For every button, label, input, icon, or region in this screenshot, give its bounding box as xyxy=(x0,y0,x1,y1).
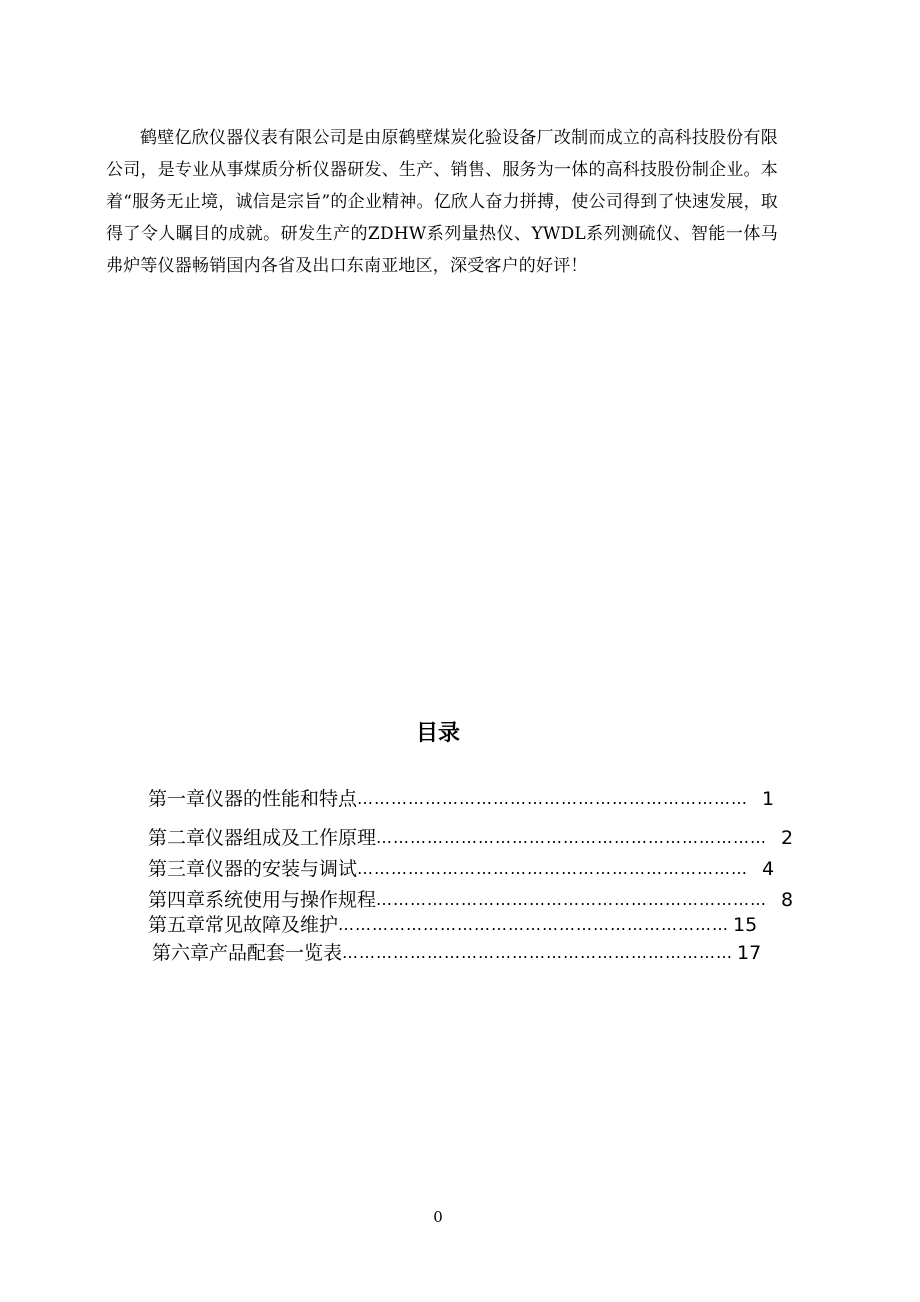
toc-page-number: 1 xyxy=(761,788,775,810)
toc-chapter-number: 第四章 xyxy=(148,889,206,911)
toc-entry-1[interactable] xyxy=(148,786,775,812)
toc-entry-2[interactable] xyxy=(148,825,794,851)
toc-chapter-number: 第一章 xyxy=(148,788,206,810)
toc-chapter-number: 第三章 xyxy=(148,858,206,880)
toc-title: 目录 xyxy=(415,721,460,746)
toc-chapter-title: 系统使用与操作规程 xyxy=(205,889,377,911)
toc-dot-leader: …………………………………………………………… xyxy=(357,789,749,808)
page-number: 0 xyxy=(433,1208,443,1226)
toc-chapter-title: 仪器的安装与调试 xyxy=(205,858,358,880)
toc-dot-leader: …………………………………………………………… xyxy=(376,890,768,909)
toc-page-number: 17 xyxy=(737,942,762,964)
toc-entry-4[interactable] xyxy=(148,887,794,913)
toc-chapter-title: 产品配套一览表 xyxy=(209,942,343,964)
toc-entry-5[interactable] xyxy=(148,912,758,938)
toc-page-number: 2 xyxy=(780,827,794,849)
toc-page-number: 15 xyxy=(733,914,758,936)
toc-entry-6[interactable] xyxy=(148,940,762,966)
toc-dot-leader: …………………………………………………………… xyxy=(357,859,749,878)
toc-entry-3[interactable] xyxy=(148,856,775,882)
toc-dot-leader: …………………………………………………………… xyxy=(342,943,734,962)
toc-page-number: 4 xyxy=(761,858,775,880)
toc-dot-leader: …………………………………………………………… xyxy=(376,828,768,847)
toc-chapter-number: 第二章 xyxy=(148,827,206,849)
toc-chapter-number: 第五章 xyxy=(148,914,206,936)
toc-chapter-number: 第六章 xyxy=(152,942,210,964)
toc-dot-leader: …………………………………………………………… xyxy=(338,915,730,934)
toc-chapter-title: 仪器的性能和特点 xyxy=(205,788,358,810)
intro-paragraph: 鹤壁亿欣仪器仪表有限公司是由原鹤壁煤炭化验设备厂改制而成立的高科技股份有限公司，是专业从事煤质分析仪器研发、生产、销售、服务为一体的高科技股份制企业。本着“服务无止境，诚信是宗旨”的企业精神。亿欣人奋力拼搏，使公司得到了快速发展，取得了令人瞩目的成就。研发生产的ZDHW系列量热仪、YWDL系列测硫仪、智能一体马弗炉等仪器畅销国内各省及出口东南亚地区，深受客户的好评！ xyxy=(106,128,778,276)
toc-chapter-title: 仪器组成及工作原理 xyxy=(205,827,377,849)
toc-page-number: 8 xyxy=(780,889,794,911)
toc-chapter-title: 常见故障及维护 xyxy=(205,914,339,936)
